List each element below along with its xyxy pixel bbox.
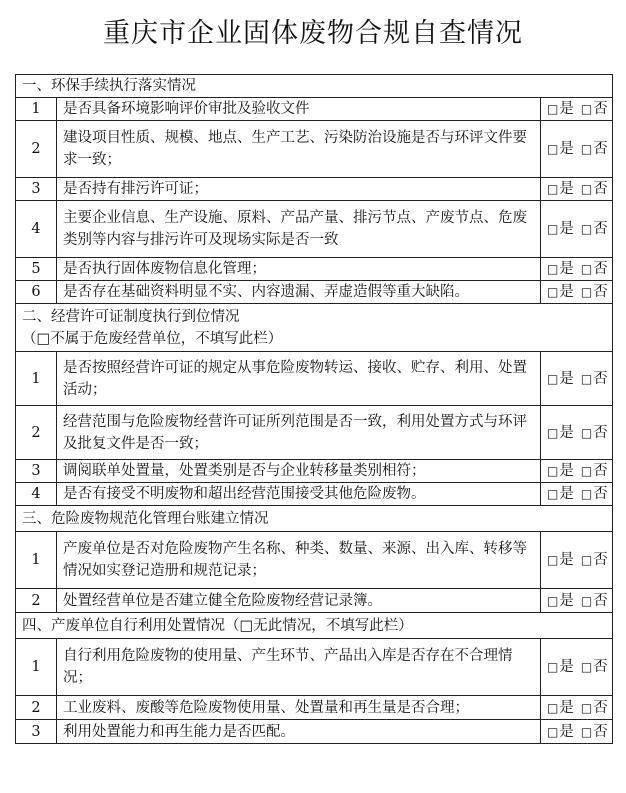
- yes-no-options[interactable]: [541, 639, 613, 696]
- yes-checkbox[interactable]: □: [547, 182, 559, 196]
- table-row: [16, 589, 613, 613]
- no-label: 否: [593, 463, 608, 479]
- yes-label: 是: [559, 370, 574, 387]
- item-text: 是否按照经营许可证的规定从事危险废物转运、接收、贮存、利用、处置活动；: [57, 352, 541, 406]
- item-text: 调阅联单处置量，处置类别是否与企业转移量类别相符；: [57, 460, 541, 483]
- yes-checkbox[interactable]: □: [547, 425, 559, 440]
- table-row: [16, 258, 613, 281]
- item-number: 1: [16, 532, 57, 589]
- no-label: 否: [593, 284, 608, 300]
- yes-no-options[interactable]: [541, 532, 613, 589]
- item-text: 是否具备环境影响评价审批及验收文件: [57, 98, 541, 121]
- item-number: 1: [16, 98, 57, 121]
- self-check-table: [15, 74, 613, 744]
- item-number: 4: [16, 201, 57, 258]
- no-checkbox[interactable]: □: [580, 102, 593, 116]
- no-checkbox[interactable]: □: [580, 593, 593, 608]
- yes-checkbox[interactable]: □: [547, 700, 559, 715]
- item-number: 2: [16, 589, 57, 613]
- no-checkbox[interactable]: □: [580, 724, 593, 739]
- yes-no-options[interactable]: [541, 460, 613, 483]
- item-text: 是否持有排污许可证；: [57, 178, 541, 201]
- table-row: [16, 483, 613, 506]
- section-heading: 三、危险废物规范化管理台账建立情况: [16, 506, 613, 532]
- no-checkbox[interactable]: □: [580, 553, 593, 567]
- item-number: 2: [16, 696, 57, 720]
- yes-label: 是: [559, 261, 574, 277]
- no-label: 否: [593, 101, 608, 117]
- no-checkbox[interactable]: □: [580, 700, 593, 715]
- yes-no-options[interactable]: [541, 121, 613, 178]
- item-number: 3: [16, 460, 57, 483]
- yes-no-options[interactable]: [541, 352, 613, 406]
- item-text: 是否存在基础资料明显不实、内容遗漏、弄虚造假等重大缺陷。: [57, 281, 541, 304]
- table-row: [16, 720, 613, 744]
- no-label: 否: [593, 181, 608, 197]
- yes-label: 是: [559, 284, 574, 300]
- yes-no-options[interactable]: [541, 201, 613, 258]
- item-text: 工业废料、废酸等危险废物使用量、处置量和再生量是否合理；: [57, 696, 541, 720]
- no-label: 否: [593, 699, 608, 716]
- no-checkbox[interactable]: □: [580, 142, 593, 156]
- no-label: 否: [593, 552, 608, 568]
- yes-label: 是: [559, 181, 574, 197]
- no-checkbox[interactable]: □: [580, 371, 593, 386]
- yes-label: 是: [559, 723, 574, 740]
- table-row: [16, 98, 613, 121]
- table-row: [16, 696, 613, 720]
- item-text: 产废单位是否对危险废物产生名称、种类、数量、来源、出入库、转移等情况如实登记造册和规范记录；: [57, 532, 541, 589]
- yes-label: 是: [559, 141, 574, 157]
- yes-no-options[interactable]: [541, 406, 613, 460]
- yes-label: 是: [559, 101, 574, 117]
- section-header: [16, 506, 613, 532]
- yes-checkbox[interactable]: □: [547, 553, 559, 567]
- item-number: 3: [16, 720, 57, 744]
- yes-label: 是: [559, 221, 574, 237]
- item-number: 1: [16, 639, 57, 696]
- item-number: 4: [16, 483, 57, 506]
- yes-label: 是: [559, 552, 574, 568]
- table-row: [16, 352, 613, 406]
- yes-checkbox[interactable]: □: [547, 142, 559, 156]
- yes-label: 是: [559, 592, 574, 609]
- item-number: 5: [16, 258, 57, 281]
- table-row: [16, 460, 613, 483]
- no-checkbox[interactable]: □: [580, 285, 593, 299]
- item-number: 1: [16, 352, 57, 406]
- yes-checkbox[interactable]: □: [547, 593, 559, 608]
- no-checkbox[interactable]: □: [580, 425, 593, 440]
- section-header: [16, 304, 613, 352]
- no-label: 否: [593, 141, 608, 157]
- item-number: 2: [16, 406, 57, 460]
- no-label: 否: [593, 424, 608, 441]
- yes-checkbox[interactable]: □: [547, 102, 559, 116]
- item-text: 经营范围与危险废物经营许可证所列范围是否一致，利用处置方式与环评及批复文件是否一致；: [57, 406, 541, 460]
- no-label: 否: [593, 592, 608, 609]
- no-checkbox[interactable]: □: [580, 262, 593, 276]
- page-title: 重庆市企业固体废物合规自查情况: [103, 18, 523, 49]
- yes-checkbox[interactable]: □: [547, 660, 559, 674]
- table-row: [16, 532, 613, 589]
- table-row: [16, 639, 613, 696]
- no-label: 否: [593, 221, 608, 237]
- no-label: 否: [593, 370, 608, 387]
- item-number: 2: [16, 121, 57, 178]
- section-note[interactable]: （□不属于危废经营单位，不填写此栏）: [22, 330, 283, 347]
- yes-checkbox[interactable]: □: [547, 371, 559, 386]
- yes-no-options[interactable]: [541, 720, 613, 744]
- item-number: 3: [16, 178, 57, 201]
- item-text: 是否执行固体废物信息化管理；: [57, 258, 541, 281]
- table-row: [16, 201, 613, 258]
- item-text: 建设项目性质、规模、地点、生产工艺、污染防治设施是否与环评文件要求一致；: [57, 121, 541, 178]
- section-heading: 一、环保手续执行落实情况: [16, 75, 613, 98]
- section-header: [16, 613, 613, 639]
- item-text: 是否有接受不明废物和超出经营范围接受其他危险废物。: [57, 483, 541, 506]
- no-checkbox[interactable]: □: [580, 182, 593, 196]
- no-checkbox[interactable]: □: [580, 487, 593, 501]
- no-label: 否: [593, 723, 608, 740]
- yes-checkbox[interactable]: □: [547, 464, 559, 478]
- no-checkbox[interactable]: □: [580, 464, 593, 478]
- yes-checkbox[interactable]: □: [547, 222, 559, 236]
- yes-no-options[interactable]: [541, 696, 613, 720]
- section-heading: 二、经营许可证制度执行到位情况: [22, 308, 240, 325]
- item-text: 主要企业信息、生产设施、原料、产品产量、排污节点、产废节点、危废类别等内容与排污许可及现场实际是否一致: [57, 201, 541, 258]
- no-label: 否: [593, 659, 608, 675]
- item-text: 处置经营单位是否建立健全危险废物经营记录簿。: [57, 589, 541, 613]
- yes-no-options[interactable]: [541, 98, 613, 121]
- no-checkbox[interactable]: □: [580, 222, 593, 236]
- yes-checkbox[interactable]: □: [547, 262, 559, 276]
- table-row: [16, 121, 613, 178]
- table-row: [16, 281, 613, 304]
- yes-no-options[interactable]: [541, 258, 613, 281]
- yes-label: 是: [559, 486, 574, 502]
- item-number: 6: [16, 281, 57, 304]
- no-checkbox[interactable]: □: [580, 660, 593, 674]
- yes-no-options[interactable]: [541, 483, 613, 506]
- yes-label: 是: [559, 659, 574, 675]
- yes-no-options[interactable]: [541, 281, 613, 304]
- section-header: [16, 75, 613, 98]
- yes-checkbox[interactable]: □: [547, 487, 559, 501]
- table-row: [16, 178, 613, 201]
- no-label: 否: [593, 486, 608, 502]
- yes-no-options[interactable]: [541, 589, 613, 613]
- table-row: [16, 406, 613, 460]
- yes-no-options[interactable]: [541, 178, 613, 201]
- no-label: 否: [593, 261, 608, 277]
- yes-label: 是: [559, 699, 574, 716]
- yes-checkbox[interactable]: □: [547, 724, 559, 739]
- yes-label: 是: [559, 463, 574, 479]
- section-heading[interactable]: 四、产废单位自行利用处置情况（□无此情况，不填写此栏）: [16, 613, 613, 639]
- item-text: 自行利用危险废物的使用量、产生环节、产品出入库是否存在不合理情况；: [57, 639, 541, 696]
- item-text: 利用处置能力和再生能力是否匹配。: [57, 720, 541, 744]
- yes-label: 是: [559, 424, 574, 441]
- yes-checkbox[interactable]: □: [547, 285, 559, 299]
